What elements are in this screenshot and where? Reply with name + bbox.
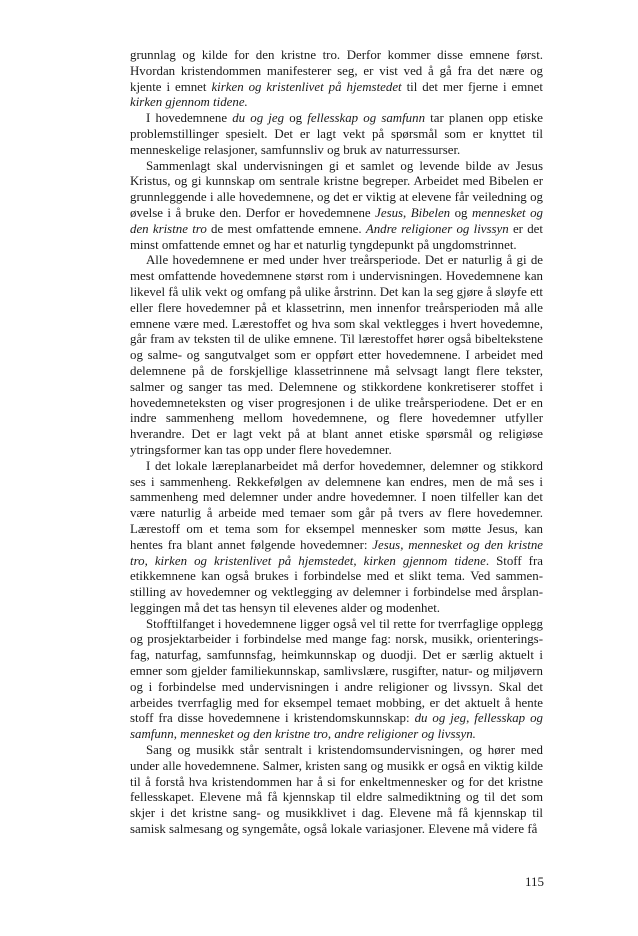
paragraph-6: Stofftilfanget i hovedemnene ligger også vel til rette for tverrfaglige opplegg og prosjektarbeider i forbindelse med mange fag: norsk, musikk, orienteringsfag, naturfag, samfunnsfag, heimkunnskap og duodji. Det er særlig aktuelt i emner som gjelder familiekunnskap, samlivslære, rusgifter, natur- og miljøvern og i forbindelse med undervisningen i andre religioner og livssyn. Skal det arbeides tverrfaglig med for eksempel temaet mobbing, er det aktuelt å hente stoff fra disse hovedemnene i kristendomskunnskap: du og jeg, fellesskap og samfunn, mennesket og den kristne tro, andre religioner og livssyn. [130,616,543,742]
italic-run: du og jeg [414,711,467,726]
paragraph-2: I hovedemnene du og jeg og fellesskap og samfunn tar planen opp etiske problemstillinger spesielt. Det er lagt vekt på spørsmål som er knyttet til menneskelige relasjoner, samfunnsliv og bruk av naturressurser. [130,111,544,157]
paragraph-3: Sammenlagt skal undervisningen gi et samlet og levende bilde av Jesus Kristus, og gi kunnskap om sentrale kristne begreper. Arbeidet med Bibelen er grunnleggende i alle hovedemnene, og det er viktig at elevene får veiledning og øvelse i å bruke den. Derfor er hovedemnene Jesus, Bibelen og mennesket og den kristne tro de mest omfattende emnene. Andre religioner og livssyn er det minst omfattende emnet og har et naturlig tyngdepunkt på ungdomstrinnet. [130,158,543,252]
italic-run: mennesket og den kristne tro [130,205,543,236]
italic-run: Andre religioner og livssyn [365,221,509,236]
italic-run: fellesskap og samfunn [130,711,543,742]
italic-run: kirken og kristenlivet på hjemstedet [211,79,402,94]
paragraph-5: I det lokale læreplanarbeidet må derfor hovedemner, delemner og stikkord ses i sammenheng. Rekkefølgen av delemnene kan endres, men de må ses i sammenheng med delemner under andre hovedemner. I noen tilfeller kan det være naturlig å arbeide med temaer som går på tvers av flere hovedemner. Lærestoff om et tema som for eksempel mennesker som møtte Jesus, kan hentes fra blant annet følgende hovedemner: Jesus, mennesket og den kristne tro, kirken og kristenlivet på hjemstedet, kirken gjennom tidene. Stoff fra etikkemnene kan også brukes i forbindelse med et slikt tema. Ved sammenstilling av hovedemner og vektlegging av delemner i forbindelse med årsplanleggingen må det tas hensyn til elevenes alder og modenhet. [130,458,543,615]
italic-run: Jesus [375,205,404,220]
page-number: 115 [524,874,544,889]
italic-run: fellesskap og samfunn [307,111,426,126]
italic-run: Jesus, mennesket og den kristne tro, kirken og kristenlivet på hjemstedet, kirken gjennom tidene [130,537,543,568]
paragraph-7: Sang og musikk står sentralt i kristendomsundervisningen, og hører med under alle hovedemnene. Salmer, kristen sang og musikk er også en viktig kilde til å forstå hva kristendommen har å si for enkeltmennesker og for det kristne fellesskapet. Elevene må få kjennskap til eldre salmediktning og til det som skjer i det kristne sang- og musikklivet i dag. Elevene må få kjennskap til samisk salmesang og syngemåte, også lokale variasjoner. Elevene må videre få [130,743,543,837]
italic-run: mennesket og den kristne tro [180,727,328,742]
italic-run: kirken gjennom tidene. [130,95,248,110]
page-body [130,48,543,838]
italic-run: du og jeg [232,111,285,126]
paragraph-1: grunnlag og kilde for den kristne tro. Derfor kommer disse emnene først. Hvordan kristendommen manifesterer seg, er vist ved å gå fra det nære og kjente i emnet kirken og kristenlivet på hjemstedet til det mer fjerne i emnet kirken gjennom tidene. [130,48,543,110]
paragraph-4: Alle hovedemnene er med under hver treårsperiode. Det er naturlig å gi de mest omfattende hovedemnene størst rom i undervisningen. Hovedemnene kan likevel få ulik vekt og omfang på ulike årstrinn. Det kan la seg gjøre å sløyfe ett eller flere hovedemner på et klassetrinn, men innenfor treårsperioden må alle emnene være med. Lærestoffet og hva som skal vektlegges i hvert hovedemne, går fram av teksten til de ulike emnene. Til lærestoffet hører også bibeltekstene og salme- og sangutvalget som er oppført etter hovedemnene. I arbeidet med delemnene på de forskjellige klassetrinnene må selvsagt langt flere tekster, salmer og sanger tas med. Delemnene og stikkordene konkretiserer stoffet i hovedemneteksten og viser progresjonen i de ulike treårsperiodene. Det er en indre sammenheng mellom hovedemnene, og flere hovedemner utfyller hverandre. Det er lagt vekt på at blant annet etiske spørsmål og religiøse ytringsformer kan tas opp under flere hovedemner. [130,253,543,457]
italic-run: Bibelen [410,205,451,220]
italic-run: andre religioner og livssyn. [334,727,476,742]
